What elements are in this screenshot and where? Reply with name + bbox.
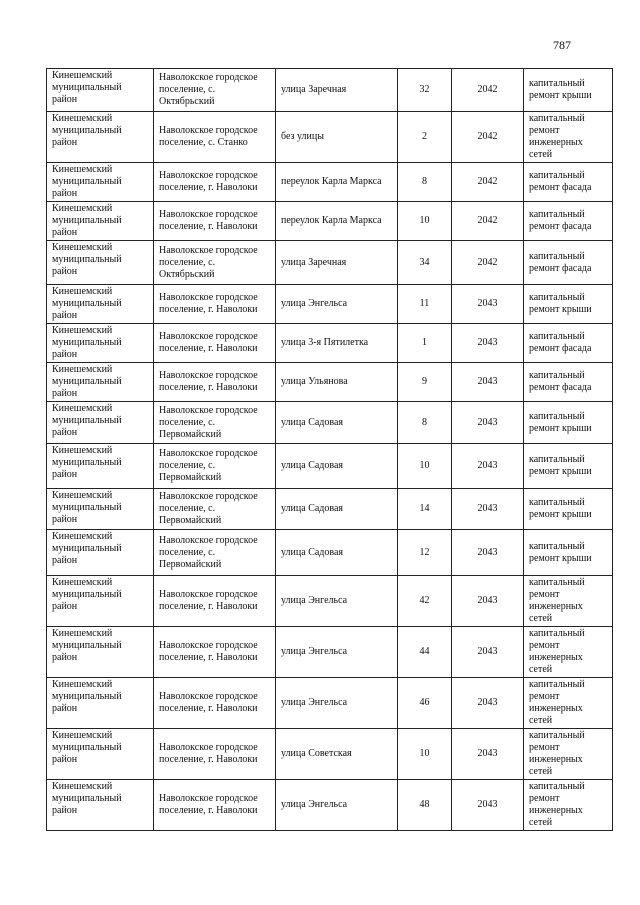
district-cell: Кинешемский муниципальный район	[47, 402, 154, 444]
year-cell: 2042	[452, 163, 524, 202]
year-cell: 2043	[452, 363, 524, 402]
house-number-cell: 10	[398, 729, 452, 780]
street-cell: улица Энгельса	[276, 678, 398, 729]
house-number-cell: 12	[398, 530, 452, 576]
street-cell: улица Садовая	[276, 489, 398, 530]
table-row	[47, 576, 613, 627]
house-number-cell: 48	[398, 780, 452, 831]
house-number-cell: 2	[398, 112, 452, 163]
house-number-cell: 8	[398, 163, 452, 202]
house-number-cell: 42	[398, 576, 452, 627]
settlement-cell: Наволокское городское поселение, г. Наволоки	[154, 729, 276, 780]
street-cell: улица Садовая	[276, 444, 398, 489]
house-number-cell: 9	[398, 363, 452, 402]
work-type-cell: капитальный ремонт инженерных сетей	[524, 729, 613, 780]
year-cell: 2043	[452, 530, 524, 576]
table-row	[47, 780, 613, 831]
district-cell: Кинешемский муниципальный район	[47, 202, 154, 241]
house-number-cell: 1	[398, 324, 452, 363]
work-type-cell: капитальный ремонт крыши	[524, 444, 613, 489]
work-type-cell: капитальный ремонт крыши	[524, 69, 613, 112]
settlement-cell: Наволокское городское поселение, г. Наволоки	[154, 780, 276, 831]
table-row	[47, 530, 613, 576]
work-type-cell: капитальный ремонт инженерных сетей	[524, 627, 613, 678]
work-type-cell: капитальный ремонт фасада	[524, 324, 613, 363]
table-row	[47, 285, 613, 324]
settlement-cell: Наволокское городское поселение, с. Первомайский	[154, 444, 276, 489]
year-cell: 2042	[452, 112, 524, 163]
settlement-cell: Наволокское городское поселение, г. Наволоки	[154, 285, 276, 324]
year-cell: 2043	[452, 324, 524, 363]
work-type-cell: капитальный ремонт крыши	[524, 285, 613, 324]
work-type-cell: капитальный ремонт фасада	[524, 363, 613, 402]
street-cell: улица 3-я Пятилетка	[276, 324, 398, 363]
street-cell: улица Ульянова	[276, 363, 398, 402]
table-row	[47, 489, 613, 530]
work-type-cell: капитальный ремонт крыши	[524, 402, 613, 444]
district-cell: Кинешемский муниципальный район	[47, 576, 154, 627]
settlement-cell: Наволокское городское поселение, г. Наволоки	[154, 627, 276, 678]
street-cell: переулок Карла Маркса	[276, 202, 398, 241]
table-row	[47, 69, 613, 112]
settlement-cell: Наволокское городское поселение, с. Октябрьский	[154, 69, 276, 112]
table-row	[47, 112, 613, 163]
year-cell: 2043	[452, 729, 524, 780]
settlement-cell: Наволокское городское поселение, г. Наволоки	[154, 163, 276, 202]
district-cell: Кинешемский муниципальный район	[47, 627, 154, 678]
house-number-cell: 11	[398, 285, 452, 324]
year-cell: 2043	[452, 489, 524, 530]
house-number-cell: 34	[398, 241, 452, 285]
work-type-cell: капитальный ремонт фасада	[524, 163, 613, 202]
year-cell: 2043	[452, 780, 524, 831]
street-cell: улица Энгельса	[276, 285, 398, 324]
street-cell: без улицы	[276, 112, 398, 163]
district-cell: Кинешемский муниципальный район	[47, 241, 154, 285]
house-number-cell: 44	[398, 627, 452, 678]
year-cell: 2042	[452, 202, 524, 241]
page-number: 787	[553, 38, 571, 52]
house-number-cell: 14	[398, 489, 452, 530]
repair-schedule-table	[46, 68, 613, 831]
street-cell: улица Садовая	[276, 402, 398, 444]
table-row	[47, 202, 613, 241]
house-number-cell: 32	[398, 69, 452, 112]
street-cell: улица Энгельса	[276, 780, 398, 831]
district-cell: Кинешемский муниципальный район	[47, 729, 154, 780]
settlement-cell: Наволокское городское поселение, г. Наволоки	[154, 363, 276, 402]
year-cell: 2042	[452, 241, 524, 285]
year-cell: 2042	[452, 69, 524, 112]
settlement-cell: Наволокское городское поселение, с. Первомайский	[154, 402, 276, 444]
house-number-cell: 10	[398, 202, 452, 241]
street-cell: улица Советская	[276, 729, 398, 780]
district-cell: Кинешемский муниципальный район	[47, 285, 154, 324]
table-row	[47, 678, 613, 729]
street-cell: улица Садовая	[276, 530, 398, 576]
district-cell: Кинешемский муниципальный район	[47, 363, 154, 402]
settlement-cell: Наволокское городское поселение, с. Первомайский	[154, 489, 276, 530]
settlement-cell: Наволокское городское поселение, г. Наволоки	[154, 202, 276, 241]
table-row	[47, 729, 613, 780]
street-cell: улица Заречная	[276, 69, 398, 112]
street-cell: переулок Карла Маркса	[276, 163, 398, 202]
year-cell: 2043	[452, 402, 524, 444]
district-cell: Кинешемский муниципальный район	[47, 444, 154, 489]
work-type-cell: капитальный ремонт инженерных сетей	[524, 576, 613, 627]
district-cell: Кинешемский муниципальный район	[47, 489, 154, 530]
settlement-cell: Наволокское городское поселение, с. Октябрьский	[154, 241, 276, 285]
table-row	[47, 324, 613, 363]
work-type-cell: капитальный ремонт инженерных сетей	[524, 678, 613, 729]
district-cell: Кинешемский муниципальный район	[47, 780, 154, 831]
street-cell: улица Заречная	[276, 241, 398, 285]
district-cell: Кинешемский муниципальный район	[47, 69, 154, 112]
table-row	[47, 241, 613, 285]
work-type-cell: капитальный ремонт фасада	[524, 241, 613, 285]
table-row	[47, 627, 613, 678]
table-row	[47, 444, 613, 489]
settlement-cell: Наволокское городское поселение, г. Наволоки	[154, 678, 276, 729]
settlement-cell: Наволокское городское поселение, г. Наволоки	[154, 324, 276, 363]
district-cell: Кинешемский муниципальный район	[47, 112, 154, 163]
work-type-cell: капитальный ремонт фасада	[524, 202, 613, 241]
table-row	[47, 363, 613, 402]
district-cell: Кинешемский муниципальный район	[47, 163, 154, 202]
street-cell: улица Энгельса	[276, 627, 398, 678]
house-number-cell: 8	[398, 402, 452, 444]
district-cell: Кинешемский муниципальный район	[47, 530, 154, 576]
district-cell: Кинешемский муниципальный район	[47, 678, 154, 729]
table-row	[47, 402, 613, 444]
street-cell: улица Энгельса	[276, 576, 398, 627]
work-type-cell: капитальный ремонт инженерных сетей	[524, 780, 613, 831]
work-type-cell: капитальный ремонт инженерных сетей	[524, 112, 613, 163]
settlement-cell: Наволокское городское поселение, с. Станко	[154, 112, 276, 163]
table-row	[47, 163, 613, 202]
year-cell: 2043	[452, 678, 524, 729]
house-number-cell: 10	[398, 444, 452, 489]
table-body	[47, 69, 613, 831]
year-cell: 2043	[452, 285, 524, 324]
work-type-cell: капитальный ремонт крыши	[524, 530, 613, 576]
district-cell: Кинешемский муниципальный район	[47, 324, 154, 363]
year-cell: 2043	[452, 576, 524, 627]
settlement-cell: Наволокское городское поселение, с. Первомайский	[154, 530, 276, 576]
house-number-cell: 46	[398, 678, 452, 729]
settlement-cell: Наволокское городское поселение, г. Наволоки	[154, 576, 276, 627]
year-cell: 2043	[452, 627, 524, 678]
work-type-cell: капитальный ремонт крыши	[524, 489, 613, 530]
year-cell: 2043	[452, 444, 524, 489]
